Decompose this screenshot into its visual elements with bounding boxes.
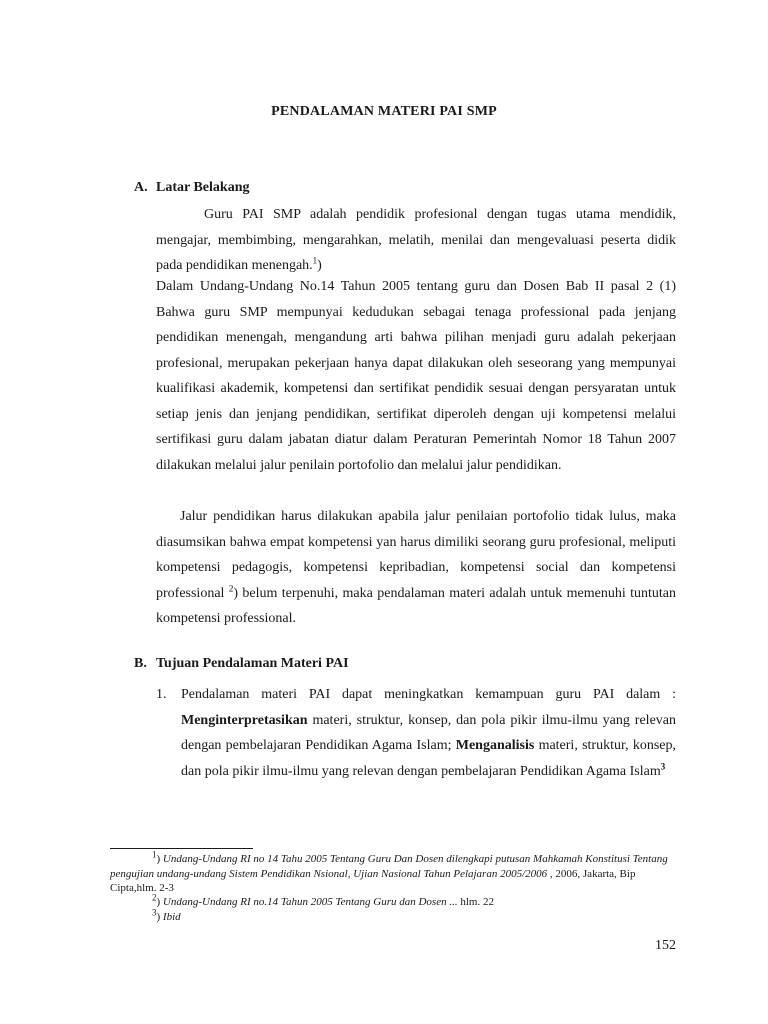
list-item-1 <box>181 682 676 784</box>
list-item-1-number: 1. <box>156 687 167 702</box>
footnote-1-rest: , 2006, Jakarta, Bip Cipta,hlm. 2-3 <box>110 867 636 894</box>
footnote-2-mark: 2 <box>152 892 157 903</box>
footnote-2-rest: hlm. 22 <box>460 896 494 908</box>
document-title: PENDALAMAN MATERI PAI SMP <box>271 104 497 119</box>
section-b-title: Tujuan Pendalaman Materi PAI <box>156 656 349 671</box>
page-number: 152 <box>655 938 676 953</box>
section-a-title: Latar Belakang <box>156 180 250 195</box>
footnote-separator <box>110 848 253 849</box>
paragraph-1 <box>156 202 676 279</box>
section-b-heading <box>134 656 349 672</box>
section-a-marker: A. <box>134 180 148 195</box>
section-b-marker: B. <box>134 656 147 671</box>
list-item-1-intro: Pendalaman materi PAI dapat meningkatkan kemampuan guru PAI dalam : <box>181 687 676 702</box>
footnote-3 <box>110 907 676 925</box>
paragraph-1-text: Guru PAI SMP adalah pendidik profesional dengan tugas utama mendidik, mengajar, membimbing, mengarahkan, melatih, menilai dan mengevaluasi peserta didik pada pendidikan menengah. <box>156 207 676 273</box>
paragraph-3 <box>156 504 676 632</box>
footnote-1 <box>110 849 676 896</box>
list-item-1-term-2: Menganalisis <box>455 738 535 753</box>
footnote-2 <box>110 892 676 910</box>
paragraph-2: Dalam Undang-Undang No.14 Tahun 2005 tentang guru dan Dosen Bab II pasal 2 (1) Bahwa guru SMP mempunyai kedudukan sebagai tenaga professional pada jenjang pendidikan menengah, mengandung arti bahwa pilihan menjadi guru adalah pekerjaan profesional, merupakan pekerjaan hanya dapat dilakukan oleh seseorang yang mempunyai kualifikasi akademik, kompetensi dan sertifikat pendidik sesuai dengan persyaratan untuk setiap jenis dan jenjang pendidikan, sertifikat diperoleh dengan uji kompetensi melalui sertifikasi guru dalam jabatan diatur dalam Peraturan Pemerintah Nomor 18 Tahun 2007 dilakukan melalui jalur penilain portofolio dan melalui jalur pendidikan. <box>156 279 676 473</box>
footnote-1-citation: Undang-Undang RI no 14 Tahu 2005 Tentang Guru Dan Dosen dilengkapi putusan Mahkamah Konstitusi Tentang pengujian undang-undang Sistem Pendidikan Nsional, Ujian Nasional Tahun Pelajaran 2005/2006 <box>110 853 668 880</box>
paragraph-1-close: ) <box>317 258 322 273</box>
list-item-1-end: materi, struktur, konsep, dan pola pikir ilmu-ilmu yang relevan dengan pembelajaran Pendidikan Agama Islam <box>181 738 676 779</box>
footnote-ref-1: 1 <box>312 255 318 266</box>
section-a-heading <box>134 180 249 196</box>
footnote-2-close: ) <box>156 896 161 908</box>
list-item-1-term-1: Menginterpretasikan <box>181 712 308 728</box>
footnote-1-mark: 1 <box>152 849 157 860</box>
footnote-ref-3: 3 <box>660 760 666 771</box>
paragraph-3-text-b: ) belum terpenuhi, maka pendalaman materi adalah untuk memenuhi tuntutan kompetensi professional. <box>156 585 676 626</box>
footnote-2-citation: Undang-Undang RI no.14 Tahun 2005 Tentang Guru dan Dosen ... <box>160 896 461 908</box>
footnote-3-mark: 3 <box>152 907 157 918</box>
footnote-3-close: ) <box>156 911 161 923</box>
footnote-3-citation: Ibid <box>160 911 181 923</box>
paragraph-3-text-a: Jalur pendidikan harus dilakukan apabila jalur penilaian portofolio tidak lulus, maka diasumsikan bahwa empat kompetensi yan harus dimiliki seorang guru profesional, meliputi kompetensi pedagogis, kompetensi kepribadian, kompetensi social dan kompetensi professional <box>156 509 676 601</box>
footnote-ref-2: 2 <box>228 582 234 593</box>
footnote-1-close: ) <box>156 853 161 865</box>
list-item-1-mid: materi, struktur, konsep, dan pola pikir ilmu-ilmu yang relevan dengan pembelajaran Pendidikan Agama Islam; <box>181 712 676 753</box>
